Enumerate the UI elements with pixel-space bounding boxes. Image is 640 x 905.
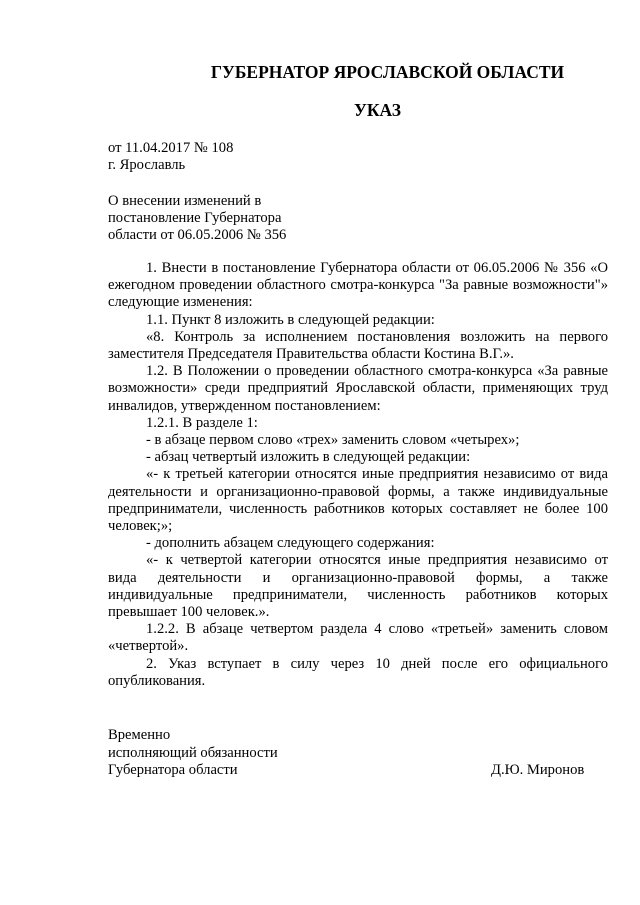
signature-position	[108, 727, 278, 780]
paragraph: 1.2. В Положении о проведении областного смотра-конкурса «За равные возможности» среди предприятий Ярославской области, применяющих труд инвалидов, утвержденном постановлением:	[108, 363, 608, 414]
signature-position-line: Временно	[108, 727, 171, 743]
document-body	[108, 260, 608, 690]
subject-line: постановление Губернатора	[108, 210, 282, 226]
place: г. Ярославль	[108, 157, 186, 173]
paragraph: 1.1. Пункт 8 изложить в следующей редакции:	[146, 311, 435, 328]
signature-position-line: Губернатора области	[108, 762, 238, 778]
document-subject	[108, 193, 286, 244]
paragraph: «- к третьей категории относятся иные предприятия независимо от вида деятельности и организационно-правовой формы, а также индивидуальные предприниматели, численность работников которых составляет не более 100 человек;»;	[108, 466, 608, 535]
date-number: от 11.04.2017 № 108	[108, 140, 234, 156]
paragraph: - дополнить абзацем следующего содержания:	[146, 535, 435, 552]
paragraph: «- к четвертой категории относятся иные предприятия независимо от вида деятельности и организационно-правовой формы, а также индивидуальные предприниматели, численность работников которых превышает 100 человек.».	[108, 552, 608, 621]
document-meta	[108, 140, 233, 174]
paragraph: 1.2.1. В разделе 1:	[146, 414, 258, 431]
signature-position-line: исполняющий обязанности	[108, 744, 278, 761]
paragraph: 2. Указ вступает в силу через 10 дней после его официального опубликования.	[108, 655, 608, 689]
paragraph: - в абзаце первом слово «трех» заменить словом «четырех»;	[146, 432, 520, 449]
paragraph: 1. Внести в постановление Губернатора области от 06.05.2006 № 356 «О ежегодном проведении областного смотра-конкурса "За равные возможности"» следующие изменения:	[108, 260, 608, 311]
paragraph: «8. Контроль за исполнением постановления возложить на первого заместителя Председателя Правительства области Костина В.Г.».	[108, 328, 608, 363]
document-issuer-title: ГУБЕРНАТОР ЯРОСЛАВСКОЙ ОБЛАСТИ	[210, 62, 565, 82]
paragraph: 1.2.2. В абзаце четвертом раздела 4 слово «третьей» заменить словом «четвертой».	[108, 621, 608, 655]
document-type-title: УКАЗ	[354, 100, 401, 120]
subject-line: О внесении изменений в	[108, 193, 262, 209]
signer-name: Д.Ю. Миронов	[491, 762, 585, 778]
subject-line: области от 06.05.2006 № 356	[108, 227, 287, 243]
paragraph: - абзац четвертый изложить в следующей редакции:	[146, 449, 471, 466]
